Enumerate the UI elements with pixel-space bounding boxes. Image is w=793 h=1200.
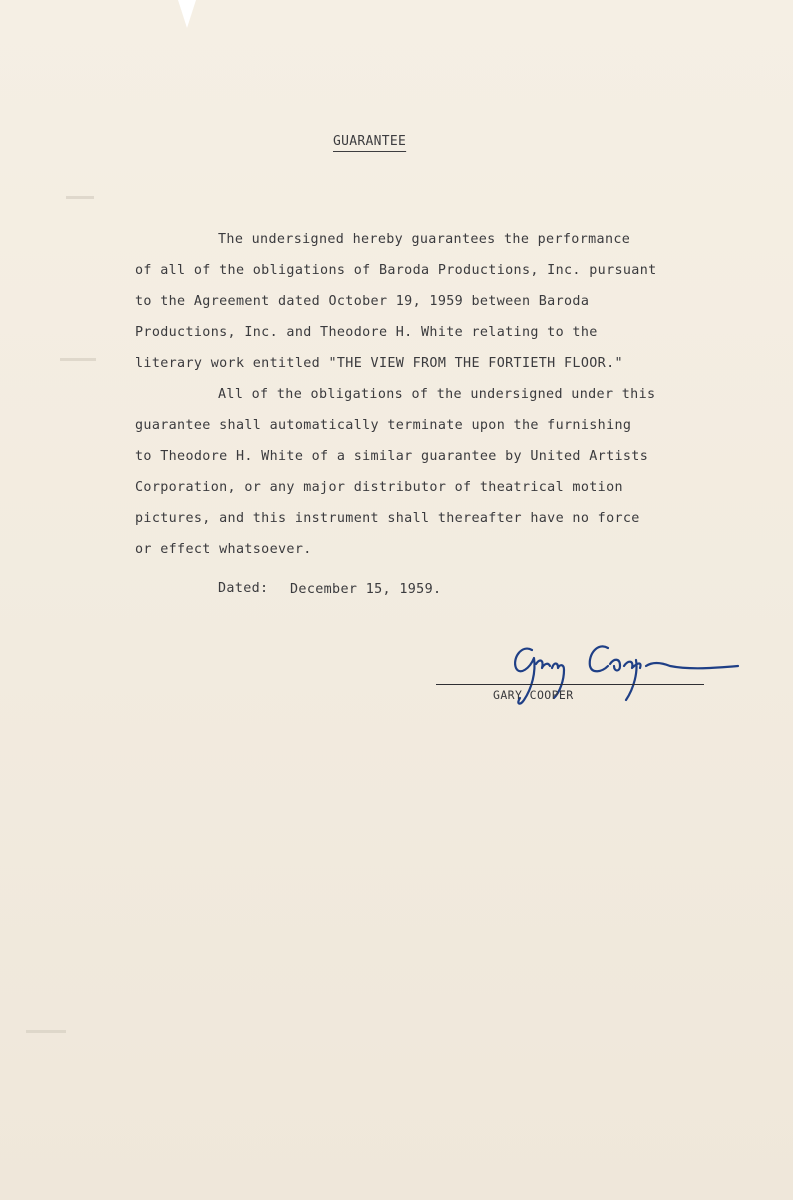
paper-smudge bbox=[26, 1030, 66, 1033]
paragraph-2-line-1: All of the obligations of the undersigned under this bbox=[218, 387, 656, 402]
document-title: GUARANTEE bbox=[333, 134, 407, 149]
signature-line bbox=[436, 684, 704, 685]
signatory-name: GARY COOPER bbox=[493, 688, 574, 702]
paragraph-2-line-2: guarantee shall automatically terminate upon the furnishing bbox=[135, 418, 632, 433]
dated-value: December 15, 1959. bbox=[290, 582, 442, 597]
paragraph-2-line-6: or effect whatsoever. bbox=[135, 542, 312, 557]
paragraph-1-line-3: to the Agreement dated October 19, 1959 between Baroda bbox=[135, 294, 590, 309]
paragraph-1-line-2: of all of the obligations of Baroda Productions, Inc. pursuant bbox=[135, 263, 657, 278]
paragraph-2-line-5: pictures, and this instrument shall thereafter have no force bbox=[135, 511, 640, 526]
paragraph-2-line-4: Corporation, or any major distributor of theatrical motion bbox=[135, 480, 623, 495]
page-corner-tear bbox=[178, 0, 196, 28]
paper-smudge bbox=[60, 358, 96, 361]
paragraph-1-line-4: Productions, Inc. and Theodore H. White relating to the bbox=[135, 325, 598, 340]
dated-label: Dated: bbox=[218, 581, 269, 596]
paper-smudge bbox=[66, 196, 94, 199]
signature-text: Gary Cooper bbox=[628, 697, 642, 699]
paragraph-1-line-1: The undersigned hereby guarantees the performance bbox=[218, 232, 631, 247]
paragraph-2-line-3: to Theodore H. White of a similar guarantee by United Artists bbox=[135, 449, 649, 464]
paragraph-1-line-5: literary work entitled "THE VIEW FROM THE FORTIETH FLOOR." bbox=[135, 356, 623, 371]
